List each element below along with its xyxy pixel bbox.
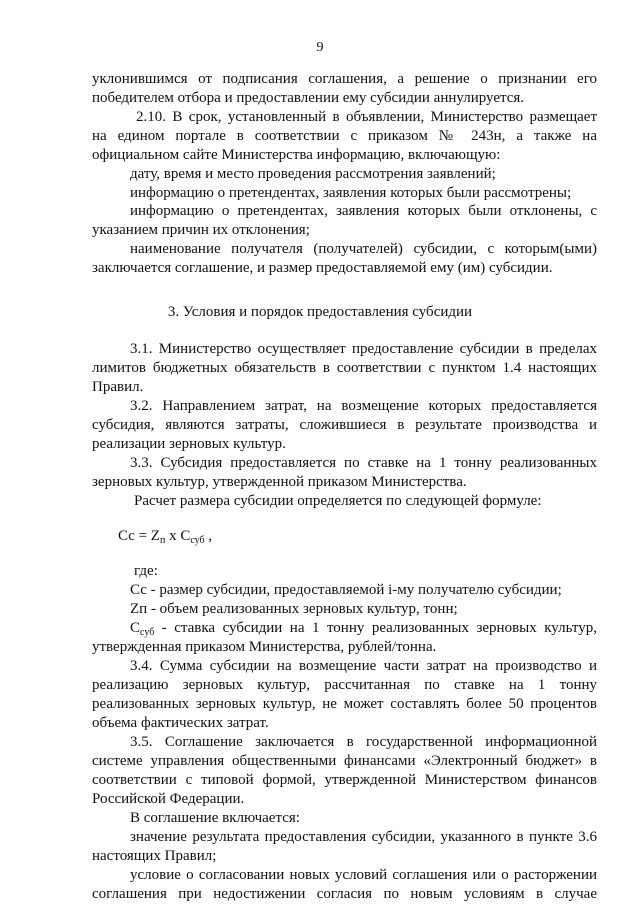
text-line: В соглашение включается: xyxy=(130,810,300,826)
text-line: официальном сайте Министерства информацию, включающую: xyxy=(92,147,501,163)
text-line: условие о согласовании новых условий соглашения или о расторжении xyxy=(130,867,597,883)
text-line: настоящих Правил; xyxy=(92,848,217,864)
text-line: дату, время и место проведения рассмотрения заявлений; xyxy=(130,166,496,182)
text-line: информацию о претендентах, заявления которых были рассмотрены; xyxy=(130,185,572,201)
text-line: указанием причин их отклонения; xyxy=(92,222,310,238)
text-line: утвержденная приказом Министерства, рублей/тонна. xyxy=(92,639,437,655)
text-line: реализации зерновых культур. xyxy=(92,436,286,452)
text-line: значение результата предоставления субсидии, указанного в пункте 3.6 xyxy=(130,829,597,845)
text-line: победителем отбора и предоставлении ему субсидии аннулируется. xyxy=(92,90,525,106)
text-line: Zп - объем реализованных зерновых культур, тонн; xyxy=(130,601,458,617)
text-line: 3.5. Соглашение заключается в государственной информационной xyxy=(130,734,597,750)
text-line: реализованных зерновых культур, не может составлять более 50 процентов xyxy=(92,696,597,712)
text-line: 3.2. Направлением затрат, на возмещение которых предоставляется xyxy=(130,398,597,414)
text-line: зерновых культур, утвержденной приказом Министерства. xyxy=(92,474,467,490)
text-line: Российской Федерации. xyxy=(92,791,245,807)
text-line: наименование получателя (получателей) субсидии, с которым(ыми) xyxy=(130,241,597,257)
text-line: $С_{суб}$ - ставка субсидии на 1 тонну реализованных зерновых культур, xyxy=(130,620,597,638)
page-number: 9 xyxy=(316,40,324,55)
text-line: Правил. xyxy=(92,379,144,395)
text-line: 2.10. В срок, установленный в объявлении, Министерство размещает xyxy=(136,109,597,125)
text-line: объема фактических затрат. xyxy=(92,715,269,731)
text-line: Расчет размера субсидии определяется по следующей формуле: xyxy=(134,493,542,509)
text-line: соответствии с типовой формой, утвержденной Министерством финансов xyxy=(92,772,597,788)
text-line: субсидия, являются затраты, сложившиеся в результате производства и xyxy=(92,417,597,433)
section-heading: 3. Условия и порядок предоставления субсидии xyxy=(167,304,473,320)
text-line: где: xyxy=(134,563,158,579)
text-line: информацию о претендентах, заявления которых были отклонены, с xyxy=(130,203,597,219)
text-line: реализацию зерновых культур, рассчитанная по ставке на 1 тонну xyxy=(92,677,597,693)
text-line: на едином портале в соответствии с приказом № 243н, а также на xyxy=(92,128,597,144)
text-line: 3.3. Субсидия предоставляется по ставке на 1 тонну реализованных xyxy=(130,455,597,471)
text-line: Сс - размер субсидии, предоставляемой i-му получателю субсидии; xyxy=(130,582,562,598)
formula: Сс = $Z_п$ х $С_{суб}$ , xyxy=(118,528,213,546)
text-line: системе управления общественными финансами «Электронный бюджет» в xyxy=(92,753,597,769)
text-line: лимитов бюджетных обязательств в соответствии с пунктом 1.4 настоящих xyxy=(92,360,597,376)
text-line: уклонившимся от подписания соглашения, а решение о признании его xyxy=(92,71,597,87)
text-line: соглашения при недостижении согласия по новым условиям в случае xyxy=(92,886,597,902)
text-line: 3.4. Сумма субсидии на возмещение части затрат на производство и xyxy=(130,658,597,674)
text-line: 3.1. Министерство осуществляет предоставление субсидии в пределах xyxy=(130,341,597,357)
text-line: заключается соглашение, и размер предоставляемой ему (им) субсидии. xyxy=(92,260,553,276)
